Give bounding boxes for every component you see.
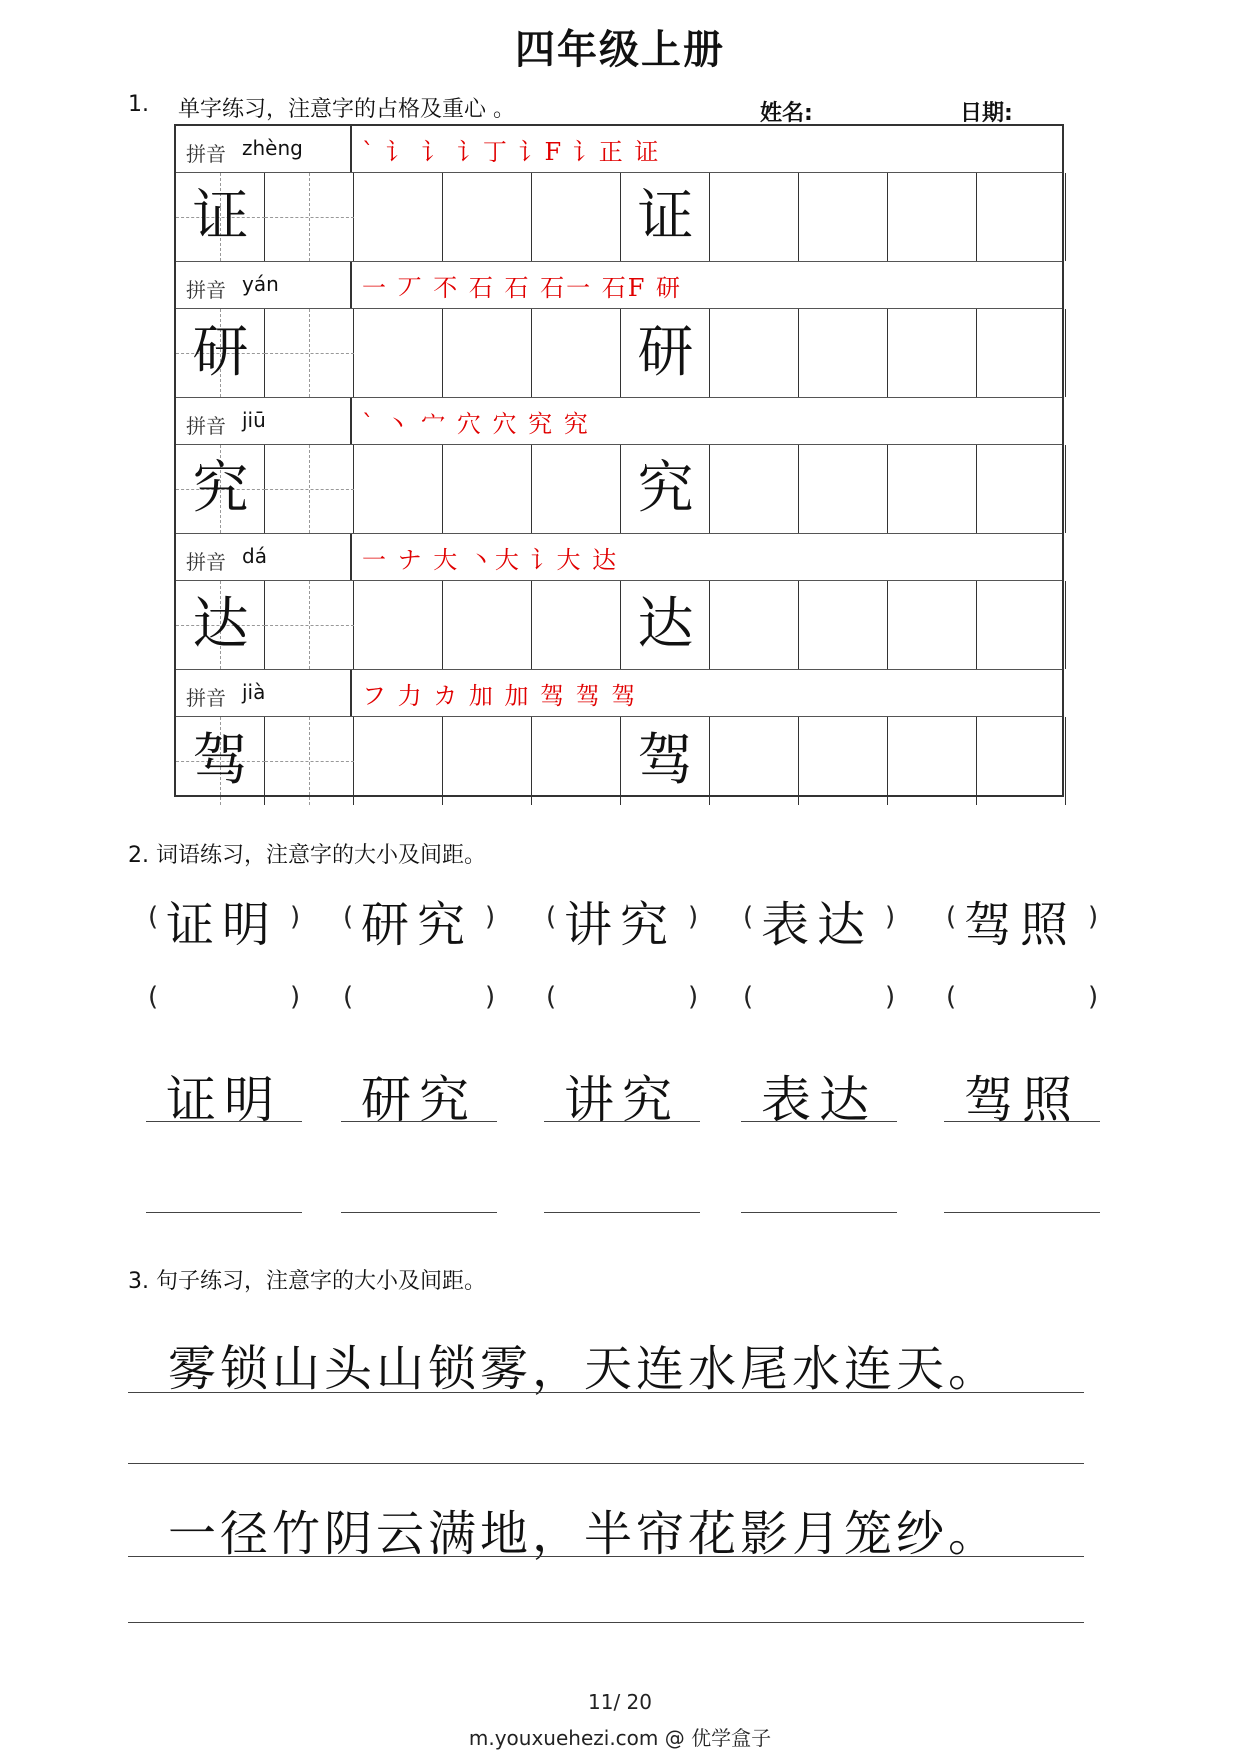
word-with-parens: 证明 — [166, 897, 279, 953]
writing-box[interactable] — [532, 173, 621, 261]
pinyin-cell — [176, 670, 352, 716]
writing-box[interactable] — [888, 309, 977, 397]
paren-close: ) — [688, 982, 699, 1012]
model-character: 驾 — [637, 728, 694, 793]
writing-box[interactable] — [799, 717, 888, 805]
writing-box[interactable] — [888, 581, 977, 669]
guide-line-horizontal — [265, 489, 354, 490]
word-blank-line[interactable] — [544, 1212, 700, 1213]
writing-box[interactable] — [265, 173, 354, 261]
character-row — [176, 173, 1062, 262]
word-blank-line[interactable] — [741, 1212, 897, 1213]
paren-open: ( — [946, 982, 957, 1012]
writing-box[interactable] — [443, 717, 532, 805]
model-character-box — [621, 173, 710, 261]
stroke-order: ` 讠 讠 讠丁 讠F 讠正 证 — [362, 138, 661, 166]
model-character-box — [176, 581, 265, 669]
model-character: 达 — [637, 592, 694, 657]
writing-box[interactable] — [532, 445, 621, 533]
model-character: 达 — [192, 592, 249, 657]
writing-box[interactable] — [799, 309, 888, 397]
writing-box[interactable] — [354, 717, 443, 805]
pinyin-label: 拼音 — [186, 550, 226, 574]
writing-box[interactable] — [443, 445, 532, 533]
guide-line-horizontal — [265, 353, 354, 354]
stroke-order: 一 ナ 大 丶大 讠大 达 — [362, 546, 619, 574]
writing-box[interactable] — [354, 173, 443, 261]
paren-open: ( — [546, 902, 557, 932]
writing-box[interactable] — [532, 717, 621, 805]
writing-box[interactable] — [265, 309, 354, 397]
pinyin-cell — [176, 262, 352, 308]
pinyin-row — [176, 126, 1062, 173]
writing-box[interactable] — [443, 581, 532, 669]
pinyin-value: jià — [242, 680, 266, 704]
pinyin-cell — [176, 398, 352, 444]
writing-box[interactable] — [532, 581, 621, 669]
pinyin-value: dá — [242, 544, 267, 568]
model-character: 究 — [637, 456, 694, 521]
stroke-order: フ 力 カ 加 加 驾 驾 驾 — [362, 682, 638, 710]
writing-box[interactable] — [888, 445, 977, 533]
writing-box[interactable] — [799, 445, 888, 533]
writing-box[interactable] — [977, 717, 1066, 805]
model-character: 究 — [192, 456, 249, 521]
paren-open: ( — [546, 982, 557, 1012]
guide-line-horizontal — [265, 761, 354, 762]
writing-box[interactable] — [443, 173, 532, 261]
pinyin-row — [176, 670, 1062, 717]
writing-box[interactable] — [888, 173, 977, 261]
pinyin-label: 拼音 — [186, 686, 226, 710]
writing-box[interactable] — [977, 309, 1066, 397]
paren-close: ) — [885, 982, 896, 1012]
character-row — [176, 309, 1062, 398]
paren-open: ( — [743, 982, 754, 1012]
guide-line-horizontal — [265, 217, 354, 218]
writing-box[interactable] — [710, 309, 799, 397]
writing-box[interactable] — [710, 445, 799, 533]
sentence-line-2[interactable] — [128, 1463, 1084, 1464]
paren-open: ( — [148, 982, 159, 1012]
word-underline[interactable] — [146, 1121, 302, 1122]
paren-open: ( — [343, 902, 354, 932]
stroke-order: ` 丶 宀 穴 穴 究 究 — [362, 410, 590, 438]
model-character-box — [621, 717, 710, 805]
paren-close: ) — [290, 982, 301, 1012]
pinyin-row — [176, 262, 1062, 309]
writing-box[interactable] — [977, 173, 1066, 261]
paren-close: ) — [688, 902, 699, 932]
writing-box[interactable] — [265, 445, 354, 533]
word-blank-line[interactable] — [341, 1212, 497, 1213]
site-credit: m.youxuehezi.com @ 优学盒子 — [468, 1726, 772, 1750]
writing-box[interactable] — [799, 581, 888, 669]
writing-box[interactable] — [354, 581, 443, 669]
pinyin-cell — [176, 534, 352, 580]
word-blank-line[interactable] — [146, 1212, 302, 1213]
model-character: 研 — [192, 320, 249, 385]
pinyin-row — [176, 534, 1062, 581]
writing-box[interactable] — [354, 445, 443, 533]
word-underline[interactable] — [741, 1121, 897, 1122]
pinyin-value: zhèng — [242, 136, 303, 160]
word-underline[interactable] — [341, 1121, 497, 1122]
model-character: 证 — [637, 184, 694, 249]
writing-box[interactable] — [977, 445, 1066, 533]
model-character-box — [176, 173, 265, 261]
word-with-parens: 研究 — [361, 897, 474, 953]
writing-box[interactable] — [265, 717, 354, 805]
page-title: 四年级上册 — [515, 27, 725, 73]
pinyin-label: 拼音 — [186, 142, 226, 166]
pinyin-value: yán — [242, 272, 279, 296]
writing-box[interactable] — [710, 581, 799, 669]
paren-open: ( — [946, 902, 957, 932]
date-label: 日期: — [960, 101, 1013, 126]
paren-close: ) — [485, 982, 496, 1012]
model-character-box — [621, 581, 710, 669]
word-with-parens: 驾照 — [964, 897, 1077, 953]
word-underline[interactable] — [944, 1121, 1100, 1122]
word-copy: 研究 — [361, 1071, 477, 1129]
word-blank-line[interactable] — [944, 1212, 1100, 1213]
character-practice-grid — [174, 124, 1064, 797]
model-character: 驾 — [192, 728, 249, 793]
character-row — [176, 445, 1062, 534]
character-row — [176, 581, 1062, 670]
sentence-1: 雾锁山头山锁雾，天连水尾水连天。 — [168, 1341, 1001, 1397]
paren-close: ) — [1088, 902, 1099, 932]
writing-box[interactable] — [354, 309, 443, 397]
stroke-order: 一 丆 不 石 石 石一 石F 研 — [362, 274, 683, 302]
sentence-line-4[interactable] — [128, 1622, 1084, 1623]
word-copy: 驾照 — [964, 1071, 1080, 1129]
model-character: 研 — [637, 320, 694, 385]
paren-open: ( — [148, 902, 159, 932]
pinyin-row — [176, 398, 1062, 445]
name-label: 姓名: — [760, 101, 813, 126]
word-copy: 讲究 — [564, 1071, 680, 1129]
writing-box[interactable] — [265, 581, 354, 669]
character-row — [176, 717, 1062, 805]
paren-open: ( — [343, 982, 354, 1012]
section1-number: 1. — [128, 92, 149, 117]
sentence-line-3[interactable] — [128, 1556, 1084, 1557]
writing-box[interactable] — [443, 309, 532, 397]
sentence-line-1[interactable] — [128, 1392, 1084, 1393]
guide-line-horizontal — [265, 625, 354, 626]
model-character-box — [176, 717, 265, 805]
pinyin-cell — [176, 126, 352, 172]
model-character-box — [621, 309, 710, 397]
section2-heading: 2. 词语练习，注意字的大小及间距。 — [128, 843, 486, 868]
writing-box[interactable] — [532, 309, 621, 397]
sentence-2: 一径竹阴云满地，半帘花影月笼纱。 — [168, 1506, 1001, 1562]
writing-box[interactable] — [799, 173, 888, 261]
section1-instruction: 单字练习，注意字的占格及重心 。 — [178, 97, 515, 122]
paren-close: ) — [290, 902, 301, 932]
model-character-box — [621, 445, 710, 533]
word-underline[interactable] — [544, 1121, 700, 1122]
paren-close: ) — [485, 902, 496, 932]
pinyin-label: 拼音 — [186, 278, 226, 302]
pinyin-label: 拼音 — [186, 414, 226, 438]
paren-open: ( — [743, 902, 754, 932]
model-character-box — [176, 309, 265, 397]
writing-box[interactable] — [710, 717, 799, 805]
paren-close: ) — [885, 902, 896, 932]
pinyin-value: jiū — [242, 408, 266, 432]
writing-box[interactable] — [977, 581, 1066, 669]
word-with-parens: 讲究 — [564, 897, 677, 953]
page-number: 11/ 20 — [588, 1690, 652, 1714]
writing-box[interactable] — [888, 717, 977, 805]
word-copy: 证明 — [166, 1071, 282, 1129]
section3-heading: 3. 句子练习，注意字的大小及间距。 — [128, 1269, 486, 1294]
paren-close: ) — [1088, 982, 1099, 1012]
word-with-parens: 表达 — [761, 897, 874, 953]
writing-box[interactable] — [710, 173, 799, 261]
word-copy: 表达 — [761, 1071, 877, 1129]
model-character-box — [176, 445, 265, 533]
model-character: 证 — [192, 184, 249, 249]
